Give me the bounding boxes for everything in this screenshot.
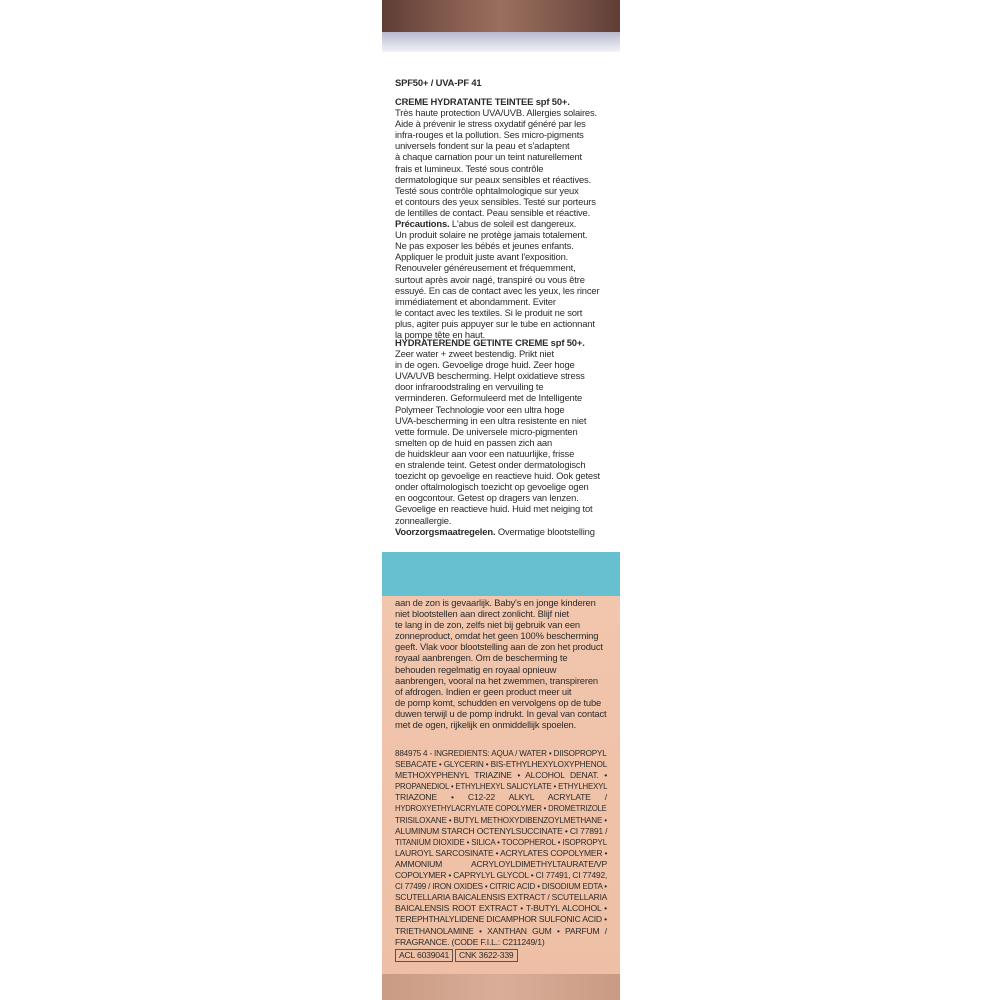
text-line: te lang in de zon, zelfs niet bij gebruik van een bbox=[395, 619, 580, 631]
pump-cap-top bbox=[382, 0, 620, 32]
text-line: et contours des yeux sensibles. Testé sur porteurs bbox=[395, 195, 596, 207]
text-line: de huidskleur aan voor een natuurlijke, frisse bbox=[395, 447, 575, 459]
text-line: zonneallergie. bbox=[395, 514, 452, 526]
text-line: zonneproduct, omdat het geen 100% bescherming bbox=[395, 630, 599, 642]
ingredient-line: PROPANEDIOL • ETHYLHEXYL SALICYLATE • ETHYLHEXYL bbox=[395, 781, 608, 792]
text-line: Un produit solaire ne protège jamais totalement. bbox=[395, 229, 588, 241]
ingredient-line: TRIAZONE • C12-22 ALKYL ACRYLATE / bbox=[395, 792, 607, 803]
ingredient-line: SEBACATE • GLYCERIN • BIS-ETHYLHEXYLOXYPHENOL bbox=[395, 759, 608, 770]
text-line: toezicht op gevoelige en reactieve huid. Ook getest bbox=[395, 470, 600, 482]
text-line: met de ogen, rijkelijk en onmiddellijk spoelen. bbox=[395, 719, 577, 731]
text-line: Zeer water + zweet bestendig. Prikt niet bbox=[395, 348, 554, 360]
text-line: de lentilles de contact. Peau sensible et réactive. bbox=[395, 206, 591, 218]
ingredient-line: TITANIUM DIOXIDE • SILICA • TOCOPHEROL • ISOPROPYL bbox=[395, 836, 608, 847]
text-line: Aide à prévenir le stress oxydatif généré par les bbox=[395, 118, 586, 130]
text-line: en oogcontour. Getest op dragers van lenzen. bbox=[395, 492, 579, 504]
text-line: universels fondent sur la peau et s'adaptent bbox=[395, 140, 570, 152]
text-line: of afdrogen. Indien er geen product meer uit bbox=[395, 685, 572, 697]
text-line: onder oftalmologisch toezicht op gevoelige ogen bbox=[395, 481, 589, 493]
text-line: niet blootstellen aan direct zonlicht. Blijf niet bbox=[395, 608, 570, 620]
ingredient-line: CI 77499 / IRON OXIDES • CITRIC ACID • DISODIUM EDTA • bbox=[395, 881, 607, 892]
dutch-precautions-continued bbox=[395, 597, 607, 730]
ingredient-line: AMMONIUM ACRYLOYLDIMETHYLTAURATE/VP bbox=[395, 858, 607, 869]
ingredients-last-line: FRAGRANCE. (CODE F.I.L.: C211249/1) bbox=[395, 936, 545, 947]
text-line: aan de zon is gevaarlijk. Baby's en jonge kinderen bbox=[395, 597, 596, 608]
ingredient-line: 884975 4 - INGREDIENTS: AQUA / WATER • DIISOPROPYL bbox=[395, 748, 607, 758]
dutch-precautions-label: Voorzorgsmaatregelen. bbox=[395, 525, 496, 537]
ingredient-line: TRISILOXANE • BUTYL METHOXYDIBENZOYLMETHANE • bbox=[395, 814, 607, 825]
dutch-precautions-text bbox=[395, 597, 607, 730]
ingredient-line: TEREPHTHALYLIDENE DICAMPHOR SULFONIC ACID • bbox=[395, 914, 607, 925]
text-line: Polymeer Technologie voor een ultra hoge bbox=[395, 403, 565, 415]
text-line: royaal aanbrengen. Om de bescherming te bbox=[395, 652, 568, 664]
text-line: Appliquer le produit juste avant l'exposition. bbox=[395, 251, 569, 263]
ingredient-line: HYDROXYETHYLACRYLATE COPOLYMER • DROMETRIZOLE bbox=[395, 803, 607, 814]
french-precautions-first: L'abus de soleil est dangereux. bbox=[449, 218, 577, 230]
box-bottom-edge bbox=[382, 974, 620, 1000]
text-line: la pompe tête en haut. bbox=[395, 328, 485, 340]
ingredient-line: BAICALENSIS ROOT EXTRACT • T-BUTYL ALCOHOL • bbox=[395, 903, 607, 914]
text-line: le contact avec les textiles. Si le produit ne sort bbox=[395, 306, 583, 318]
text-line: UVA/UVB bescherming. Helpt oxidatieve stress bbox=[395, 370, 585, 382]
text-line: Renouveler généreusement et fréquemment, bbox=[395, 262, 576, 274]
text-line: behouden regelmatig en royaal opnieuw bbox=[395, 663, 557, 675]
text-line: verminderen. Geformuleerd met de Intelligente bbox=[395, 392, 583, 404]
text-line: in de ogen. Gevoelige droge huid. Zeer hoge bbox=[395, 359, 575, 371]
french-description bbox=[395, 107, 607, 218]
text-line: de pomp komt, schudden en vervolgens op de tube bbox=[395, 696, 602, 708]
text-line: vette formule. De universele micro-pigmenten bbox=[395, 425, 578, 437]
dutch-text-block bbox=[395, 337, 607, 537]
french-precautions-text bbox=[395, 229, 607, 340]
dutch-title: HYDRATERENDE GETINTE CREME spf 50+. bbox=[395, 337, 585, 348]
text-line: UVA-bescherming in een ultra resistente en niet bbox=[395, 414, 587, 426]
spf-header: SPF50+ / UVA-PF 41 bbox=[395, 77, 482, 88]
text-line: en stralende teint. Getest onder dermatologisch bbox=[395, 459, 586, 471]
text-line: surtout après avoir nagé, transpiré ou vous être bbox=[395, 273, 585, 285]
text-line: aanbrengen, vooral na het zwemmen, transpireren bbox=[395, 674, 598, 686]
french-text-block bbox=[395, 96, 607, 340]
text-line: immédiatement et abondamment. Eviter bbox=[395, 295, 556, 307]
text-line: door infraroodstraling en vervuiling te bbox=[395, 381, 544, 393]
text-line: duwen terwijl u de pomp indrukt. In geval van contact bbox=[395, 707, 607, 719]
text-line: Testé sous contrôle ophtalmologique sur yeux bbox=[395, 184, 579, 196]
ingredient-line: SCUTELLARIA BAICALENSIS EXTRACT / SCUTELLARIA bbox=[395, 892, 608, 903]
ingredient-line: COPOLYMER • CAPRYLYL GLYCOL • CI 77491, CI 77492, bbox=[395, 870, 608, 881]
ingredient-line: ALUMINUM STARCH OCTENYLSUCCINATE • CI 77891 / bbox=[395, 825, 608, 836]
text-line: dermatologique sur peaux sensibles et réactives. bbox=[395, 173, 592, 185]
text-line: plus, agiter puis appuyer sur le tube en actionnant bbox=[395, 317, 595, 329]
text-line: frais et lumineux. Testé sous contrôle bbox=[395, 162, 544, 174]
box-top-band bbox=[382, 32, 620, 52]
text-line: infra-rouges et la pollution. Ses micro-pigments bbox=[395, 129, 584, 141]
dutch-precautions-first: Overmatige blootstelling bbox=[495, 525, 595, 537]
ingredient-line: METHOXYPHENYL TRIAZINE • ALCOHOL DENAT. • bbox=[395, 770, 607, 781]
dutch-precautions-line bbox=[395, 526, 607, 537]
sunscreen-box-side bbox=[382, 0, 620, 1000]
text-line: à chaque carnation pour un teint naturellement bbox=[395, 151, 582, 163]
text-line: Ne pas exposer les bébés et jeunes enfants. bbox=[395, 240, 574, 252]
product-codes bbox=[395, 949, 520, 962]
cnk-code: CNK 3622-339 bbox=[455, 949, 517, 962]
text-line: smelten op de huid en passen zich aan bbox=[395, 436, 553, 448]
french-precautions-label: Précautions. bbox=[395, 218, 450, 230]
text-line: Gevoelige en reactieve huid. Huid met neiging tot bbox=[395, 503, 593, 515]
french-title: CREME HYDRATANTE TEINTEE spf 50+. bbox=[395, 96, 570, 107]
teal-stripe bbox=[382, 552, 620, 596]
ingredients-text bbox=[395, 748, 607, 937]
french-precautions-line bbox=[395, 218, 607, 229]
ingredient-line: LAUROYL SARCOSINATE • ACRYLATES COPOLYMER • bbox=[395, 847, 608, 858]
ingredients-block bbox=[395, 748, 607, 948]
dutch-description bbox=[395, 348, 607, 526]
text-line: essuyé. En cas de contact avec les yeux, les rincer bbox=[395, 284, 600, 296]
ingredient-line: TRIETHANOLAMINE • XANTHAN GUM • PARFUM / bbox=[395, 925, 607, 936]
text-line: Très haute protection UVA/UVB. Allergies solaires. bbox=[395, 107, 597, 119]
acl-code: ACL 6039041 bbox=[395, 949, 453, 962]
text-line: geeft. Vlak voor blootstelling aan de zon het product bbox=[395, 641, 603, 653]
